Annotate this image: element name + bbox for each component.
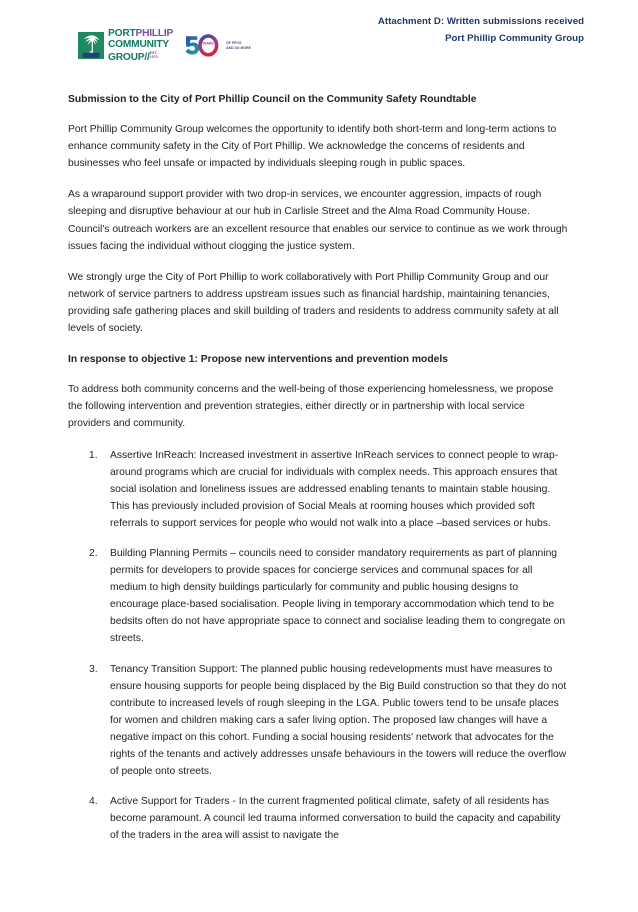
list-item: Tenancy Transition Support: The planned public housing redevelopments must have measures to ensure housing supports for people being displaced by the Big Build construction so that they do not contribute to increased levels of rough sleeping in the LGA. Public towers tend to be unsafe places for women and children making cars a safer living option. The proposed law changes will have a negative impact on this cohort. Funding a social housing residents' network that advocates for the rights of the tenants and actively addresses unsafe behaviours in the towers will reduce the overflow of people onto streets. (110, 663, 567, 778)
header-line-2: Port Phillip Community Group (445, 33, 584, 44)
logo-est-line2: 1973 (149, 54, 158, 59)
palm-tree-logo-icon (78, 32, 104, 59)
attachment-header-text (378, 13, 584, 47)
list-item: Active Support for Traders - In the current fragmented political climate, safety of all residents has become paramount. A council led trauma informed conversation to build the capacity and capability of the traders in the area will assist to navigate the (110, 796, 561, 842)
document-header (0, 0, 638, 80)
fiftieth-anniversary-badge (183, 33, 251, 58)
document-title: Submission to the City of Port Phillip Council on the Community Safety Roundtable (68, 94, 477, 105)
badge-caption (226, 41, 251, 50)
paragraph-2: As a wraparound support provider with two drop-in services, we encounter aggression, impacts of rough sleeping and disruptive behaviour at our hub in Carlisle Street and the Alma Road Community House. Council's outreach workers are an excellent resource that enables our service to continue as we work through issues facing the individual without clogging the justice system. (68, 189, 568, 252)
badge-caption-line-2: AND SO MORE (226, 45, 251, 50)
header-line-1: Attachment D: Written submissions received (377, 16, 584, 27)
recommendations-list (68, 447, 568, 845)
logo-est-line1: EST. (149, 50, 158, 55)
logo-word-group: GROUP (108, 51, 145, 63)
logo-wordmark (108, 29, 173, 63)
paragraph-1: Port Phillip Community Group welcomes the opportunity to identify both short-term and long-term actions to enhance community safety in the City of Port Phillip. We acknowledge the concerns of residents and businesses who feel unsafe or impacted by individuals sleeping rough in public spaces. (68, 124, 557, 170)
badge-50-icon (183, 33, 223, 58)
document-body (68, 91, 568, 844)
paragraph-3: We strongly urge the City of Port Phillip to work collaboratively with Port Phillip Community Group and our network of service partners to address upstream issues such as financial hardship, maintaining tenancies, providing safe gathering places and skill building of traders and residents to address community safety at all levels of society. (68, 271, 559, 335)
list-item: Assertive InReach: Increased investment in assertive InReach services to connect people to wrap-around programs which are crucial for individuals with complex needs. This approach ensures that social isolation and loneliness issues are addressed enabling tenants to maintain stable housing. This has previously included provision of Social Meals at rooming houses which provided soft referrals to support services for people who would not walk into a place –based services or hubs. (110, 449, 559, 529)
logo-slash: // (144, 51, 150, 63)
logo-word-port: PORT (108, 28, 136, 39)
logo-word-community: COMMUNITY (108, 38, 170, 50)
organisation-logo (78, 29, 251, 63)
objective-heading: In response to objective 1: Propose new interventions and prevention models (68, 354, 448, 366)
badge-caption-line-1: OF PPCG (226, 41, 242, 46)
list-item: Building Planning Permits – councils need to consider mandatory requirements as part of planning permits for developers to provide spaces for concierge services and communal spaces for all medium to high density buildings particularly for community and public housing designs to encourage place-based socialisation. People living in temporary accommodation which tend to be bedsits often do not have appropriate space to connect and socialise leading them to congregate on streets. (110, 547, 566, 645)
svg-text:YEARS: YEARS (202, 41, 214, 46)
logo-word-phillip: PHILLIP (135, 28, 174, 39)
paragraph-4: To address both community concerns and the well-being of those experiencing homelessness, we propose the following intervention and prevention strategies, either directly or in partnership with local service providers and community. (68, 384, 554, 430)
